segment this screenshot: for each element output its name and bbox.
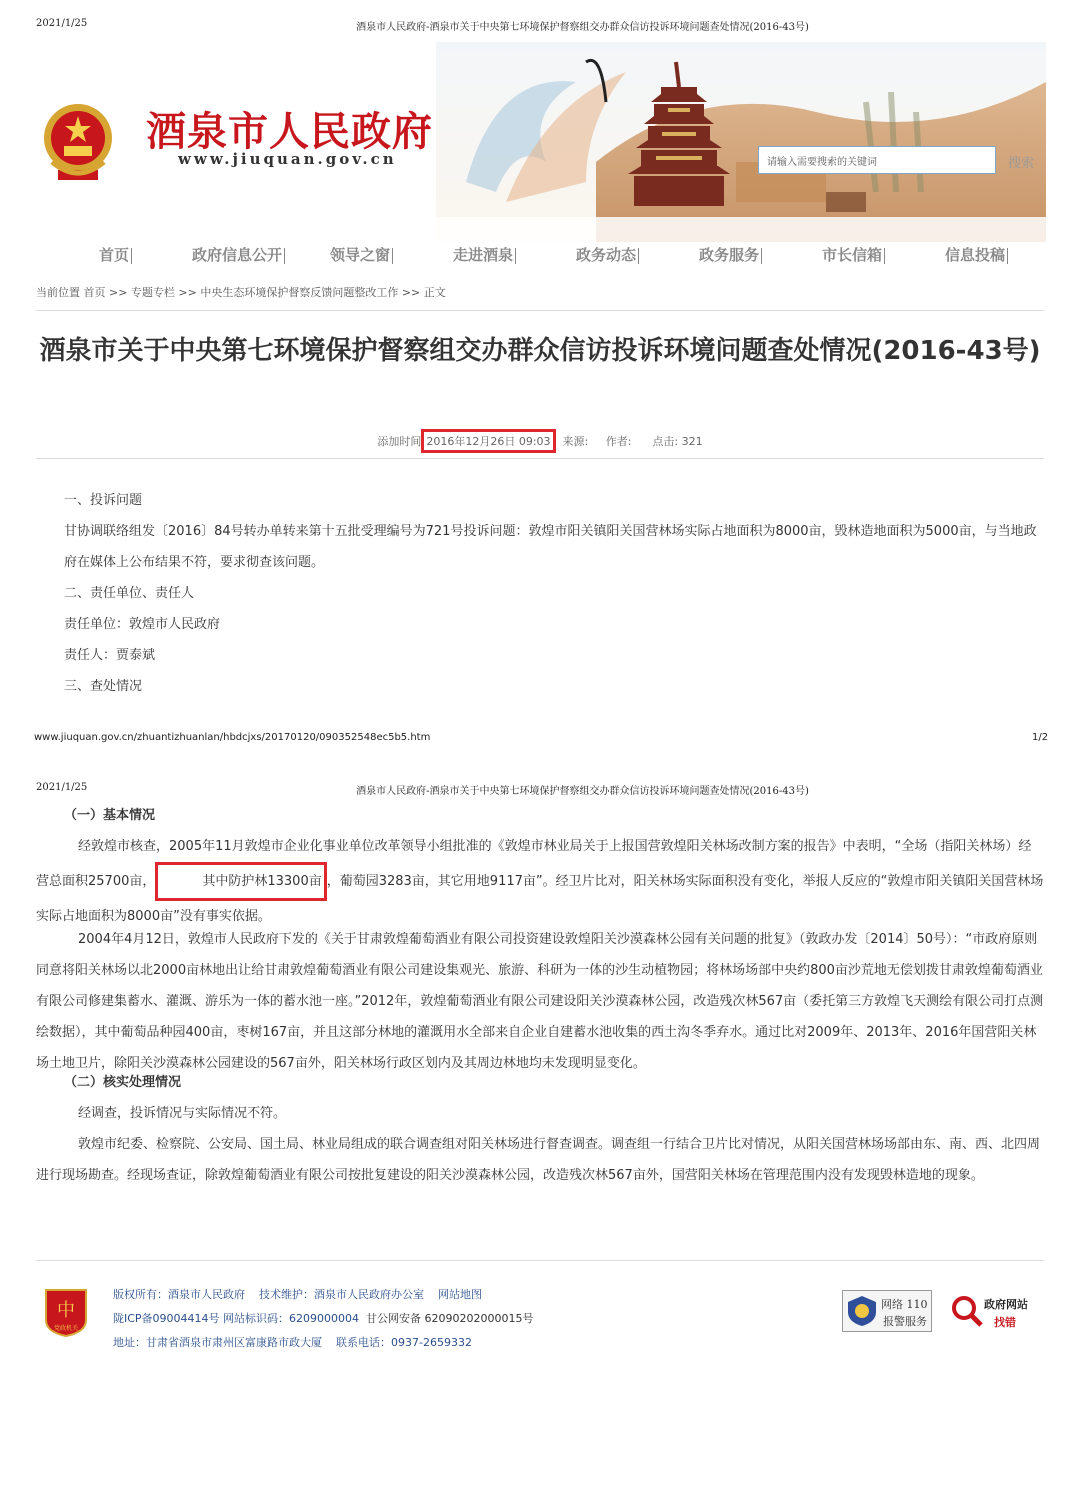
section-heading: 三、查处情况 bbox=[64, 679, 143, 694]
print-date: 2021/1/25 bbox=[36, 18, 88, 29]
police-110-badge[interactable] bbox=[842, 1290, 932, 1332]
highlighted-text: 其中防护林13300亩 bbox=[155, 862, 326, 901]
paragraph: 甘协调联络组发〔2016〕84号转办单转来第十五批受理编号为721号投诉问题：敦煌市阳关镇阳关国营林场实际占地面积为8000亩，毁林造地面积为5000亩，与当地政府在媒体上公布结果不符，要求彻查该问题。 bbox=[64, 524, 1037, 570]
nav-label: 政务动态 bbox=[575, 246, 636, 264]
nav-item-submit[interactable] bbox=[915, 244, 1038, 265]
paragraph: 2004年4月12日，敦煌市人民政府下发的《关于甘肃敦煌葡萄酒业有限公司投资建设敦煌阳关沙漠森林公园有关问题的批复》（敦政办发〔2014〕50号）：“市政府原则同意将阳关林场以北2000亩林地出让给甘肃敦煌葡萄酒业有限公司建设集观光、旅游、科研为一体的沙生动植物园；将林场场部中央约800亩沙荒地无偿划拨甘肃敦煌葡萄酒业有限公司修建集蓄水、灌溉、游乐为一体的蓄水池一座。”2012年，敦煌葡萄酒业有限公司建设阳关沙漠森林公园，改造残次林567亩（委托第三方敦煌飞天测绘有限公司打点测绘数据），其中葡萄品种园400亩，枣树167亩，并且这部分林地的灌溉用水全部来自企业自建蓄水池收集的西土沟冬季弃水。通过比对2009年、2013年、2016年国营阳关林场土地卫片，除阳关沙漠森林公园建设的567亩外，阳关林场行政区划内及其周边林地均未发现明显变化。 bbox=[36, 932, 1044, 1071]
meta-added-label: 添加时间 bbox=[377, 435, 422, 448]
breadcrumb[interactable]: 当前位置 首页 >> 专题专栏 >> 中央生态环境保护督察反馈问题整改工作 >> 正文 bbox=[36, 286, 446, 299]
main-nav bbox=[36, 244, 1046, 270]
section-heading: 一、投诉问题 bbox=[64, 493, 143, 508]
police-record-link[interactable]: 甘公网安备 62090202000015号 bbox=[366, 1312, 534, 1325]
meta-added-value: 2016年12月26日 09:03 bbox=[421, 429, 555, 453]
mogao-grottoes-banner-image bbox=[436, 42, 1046, 242]
badge-text-top: 政府网站 bbox=[984, 1298, 1028, 1311]
police-shield-icon bbox=[846, 1294, 878, 1328]
divider bbox=[36, 1260, 1044, 1261]
badge-text-bottom: 找错 bbox=[994, 1316, 1016, 1329]
nav-item-leaders[interactable] bbox=[300, 244, 423, 265]
footer-line-3 bbox=[113, 1334, 472, 1350]
search-button[interactable]: 搜索 bbox=[1008, 156, 1035, 171]
sitemap-link[interactable]: 网站地图 bbox=[438, 1288, 482, 1301]
phone-text: 联系电话：0937-2659332 bbox=[336, 1336, 472, 1349]
badge-text-bottom: 报警服务 bbox=[883, 1315, 927, 1328]
magnifier-icon bbox=[950, 1294, 984, 1328]
site-url: www.jiuquan.gov.cn bbox=[178, 150, 397, 168]
nav-item-home[interactable] bbox=[54, 244, 177, 265]
subsection-heading: （二）核实处理情况 bbox=[64, 1075, 182, 1090]
nav-item-news[interactable] bbox=[546, 244, 669, 265]
tech-support-text: 技术维护：酒泉市人民政府办公室 bbox=[259, 1288, 424, 1301]
print-title: 酒泉市人民政府-酒泉市关于中央第七环境保护督察组交办群众信访投诉环境问题查处情况(2016-43号) bbox=[356, 22, 809, 33]
site-name: 酒泉市人民政府 bbox=[146, 108, 433, 155]
paragraph: 经调查，投诉情况与实际情况不符。 bbox=[78, 1106, 287, 1121]
address-text: 地址：甘肃省酒泉市肃州区富康路市政大厦 bbox=[113, 1336, 322, 1349]
paragraph-text: ，葡萄园3283亩，其它用地9117亩”。经卫片比对，阳关林场实际面积没有变化，举报人反应的“敦煌市阳关镇阳关国营林场实际占地面积为8000亩”没有事实依据。 bbox=[36, 874, 1044, 924]
badge-text-top: 网络 110 bbox=[881, 1298, 928, 1311]
print-title: 酒泉市人民政府-酒泉市关于中央第七环境保护督察组交办群众信访投诉环境问题查处情况(2016-43号) bbox=[356, 786, 809, 797]
site-banner bbox=[36, 42, 1046, 242]
paragraph-text: 经敦煌市核查，2005年11月敦煌市企业化事业单位改革领导小组批准的《敦煌市林业局关于上报国营敦煌阳关林场改制方案的报告》中表明，“全场（指阳关林场）经营总面积25700亩， bbox=[36, 839, 1032, 889]
site-id-text: 网站标识码：6209000004 bbox=[223, 1312, 360, 1325]
nav-item-service[interactable] bbox=[669, 244, 792, 265]
nav-label: 领导之窗 bbox=[329, 246, 390, 264]
search-input[interactable]: 请输入需要搜索的关键词 bbox=[758, 146, 996, 174]
nav-label: 政务服务 bbox=[698, 246, 759, 264]
svg-text:中: 中 bbox=[57, 1300, 75, 1321]
icp-link[interactable]: 陇ICP备09004414号 bbox=[113, 1312, 220, 1325]
print-footer-url: www.jiuquan.gov.cn/zhuantizhuanlan/hbdcjxs/20170120/090352548ec5b5.htm bbox=[34, 732, 431, 743]
paragraph bbox=[36, 831, 1044, 932]
national-emblem-logo bbox=[42, 100, 114, 184]
paragraph: 责任人：贾泰斌 bbox=[64, 648, 156, 663]
nav-label: 信息投稿 bbox=[944, 246, 1005, 264]
section-heading: 二、责任单位、责任人 bbox=[64, 586, 195, 601]
nav-label: 走进酒泉 bbox=[452, 246, 513, 264]
nav-label: 政府信息公开 bbox=[191, 246, 282, 264]
nav-label: 市长信箱 bbox=[821, 246, 882, 264]
article-meta bbox=[36, 429, 1044, 453]
print-footer-page: 1/2 bbox=[1032, 732, 1049, 743]
svg-text:党政机关: 党政机关 bbox=[53, 1325, 79, 1332]
gov-site-find-error-badge[interactable] bbox=[950, 1292, 1042, 1332]
print-date: 2021/1/25 bbox=[36, 782, 88, 793]
copyright-text: 版权所有：酒泉市人民政府 bbox=[113, 1288, 245, 1301]
divider bbox=[36, 310, 1044, 311]
meta-clicks: 点击: 321 bbox=[652, 435, 703, 448]
nav-label: 首页 bbox=[98, 246, 129, 264]
nav-item-info[interactable] bbox=[177, 244, 300, 265]
paragraph: 责任单位：敦煌市人民政府 bbox=[64, 617, 221, 632]
article-title: 酒泉市关于中央第七环境保护督察组交办群众信访投诉环境问题查处情况(2016-43号) bbox=[39, 336, 1041, 366]
paragraph: 敦煌市纪委、检察院、公安局、国土局、林业局组成的联合调查组对阳关林场进行督查调查。调查组一行结合卫片比对情况，从阳关国营林场场部由东、南、西、北四周进行现场勘查。经现场查证，除敦煌葡萄酒业有限公司按批复建设的阳关沙漠森林公园，改造残次林567亩外，国营阳关林场在管理范围内没有发现毁林造地的现象。 bbox=[36, 1137, 1041, 1183]
footer-line-2 bbox=[113, 1310, 534, 1326]
subsection-heading: （一）基本情况 bbox=[64, 808, 156, 823]
footer-line-1 bbox=[113, 1286, 482, 1302]
nav-item-about[interactable] bbox=[423, 244, 546, 265]
divider bbox=[36, 458, 1044, 459]
nav-item-mailbox[interactable] bbox=[792, 244, 915, 265]
meta-author: 作者: bbox=[605, 435, 632, 448]
party-gov-logo[interactable] bbox=[42, 1286, 90, 1338]
meta-source: 来源: bbox=[562, 435, 589, 448]
